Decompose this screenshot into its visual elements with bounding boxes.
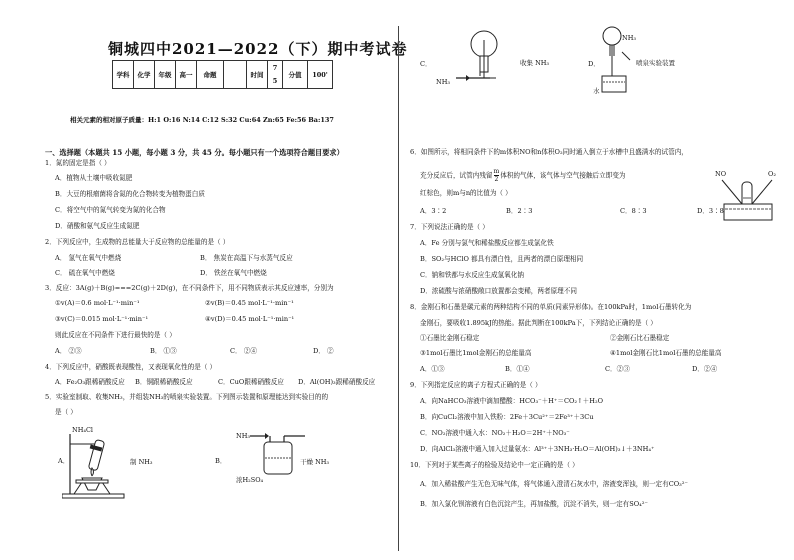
q9-option-d: D．向AlCl₃溶液中通入加入过量氨水：Al³⁺＋3NH₃·H₂O＝Al(OH)₃↓＋3NH₄⁺ — [420, 445, 655, 453]
q5-option-d: D． — [588, 60, 600, 68]
q3-rate-4: ④v(D)＝0.45 mol·L⁻¹·min⁻¹ — [205, 315, 295, 323]
q1-option-d: D．硝酸和氨气反应生成氮肥 — [55, 222, 140, 230]
section-title: 一、选择题（本题共 15 小题，每小题 3 分，共 45 分。每小题只有一个选项符合题目要求） — [45, 148, 344, 157]
score-cell: 学科 — [113, 61, 134, 89]
q3-stem: 3．反应：3A(g)＋B(g)===2C(g)＋2D(g)，在不同条件下，用不同物质表示其反应速率，分别为 — [45, 284, 334, 292]
q3-option-c: C． ②④ — [230, 347, 257, 355]
score-cell: 100' — [308, 61, 333, 89]
q6-o2-label: O₂ — [768, 170, 776, 178]
q6-inverted-tube-figure — [718, 178, 778, 222]
q5-stem-cont: 是（ ） — [55, 408, 77, 416]
q3-rate-1: ①v(A)＝0.6 mol·L⁻¹·min⁻¹ — [55, 299, 140, 307]
q9-option-c: C．NO₂溶液中通入水：NO₂＋H₂O＝2H⁺＋NO₃⁻ — [420, 429, 570, 437]
q9-option-a: A．向NaHCO₃溶液中滴加醋酸：HCO₃⁻＋H⁺＝CO₂↑＋H₂O — [420, 397, 603, 405]
column-divider — [398, 26, 399, 551]
q5-option-a: A． — [58, 457, 70, 465]
q6-stem-2a: 充分反应后，试管内残留 — [420, 171, 493, 180]
time-value-b: 5 — [272, 76, 278, 85]
q3-option-a: A． ②③ — [55, 347, 82, 355]
q5a-caption: 制 NH₃ — [130, 458, 153, 466]
right-column — [400, 0, 794, 560]
q10-option-b: B．加入氯化钡溶液有白色沉淀产生，再加盐酸，沉淀不消失，则一定有SO₄²⁻ — [420, 500, 648, 508]
q2-option-b: B． 焦炭在高温下与水蒸气反应 — [200, 254, 293, 262]
q8-option-a: A．①③ — [420, 365, 445, 373]
q8-option-d: D．②④ — [692, 365, 718, 373]
q10-stem: 10．下列对于某些离子的检验及结论中一定正确的是（ ） — [410, 461, 579, 469]
q6-option-d: D．3∶8 — [697, 207, 724, 215]
q1-stem: 1．氮的固定是指（ ） — [45, 159, 111, 167]
q5b-caption: 干燥 NH₃ — [300, 458, 330, 466]
q4-stem: 4．下列反应中，硝酸既表现酸性，又表现氧化性的是（ ） — [45, 363, 217, 371]
q4-option-b: B．铜跟稀硝酸反应 — [135, 378, 193, 386]
q5a-heating-apparatus — [62, 432, 132, 500]
q5c-caption: 收集 NH₃ — [520, 59, 550, 67]
q7-stem: 7．下列说法正确的是（ ） — [410, 223, 489, 231]
q5d-water-label: 水 — [593, 87, 600, 95]
q1-option-c: C．将空气中的氮气转变为氮的化合物 — [55, 206, 166, 214]
q3-rate-2: ②v(B)＝0.45 mol·L⁻¹·min⁻¹ — [205, 299, 294, 307]
q4-option-d: D．Al(OH)₃跟稀硝酸反应 — [298, 378, 376, 386]
score-cell: 分值 — [283, 61, 308, 89]
score-cell: 命题 — [197, 61, 224, 89]
q7-option-b: B．SO₂与HClO 都具有漂白性，且两者的漂白原理相同 — [420, 255, 584, 263]
q1-option-b: B．大豆的根瘤菌将含氮的化合物转变为植物蛋白质 — [55, 190, 205, 198]
q3-sub-question: 则此反应在不同条件下进行最快的是（ ） — [55, 331, 176, 339]
q8-statement-3: ③1mol石墨比1mol金刚石的总能量高 — [420, 349, 532, 357]
q8-statement-4: ④1mol金刚石比1mol石墨的总能量高 — [610, 349, 722, 357]
score-cell: 化学 — [134, 61, 155, 89]
q8-option-b: B．①④ — [505, 365, 530, 373]
score-cell: 年级 — [155, 61, 176, 89]
q7-option-d: D．浓硫酸与浓硝酸敞口放置都会变稀，两者原理不同 — [420, 287, 577, 295]
q6-stem-2 — [420, 168, 626, 183]
exam-title: 铜城四中2021—2022（下）期中考试卷 — [108, 40, 408, 58]
score-cell — [224, 61, 247, 89]
q5-option-c: C． — [420, 60, 432, 68]
q6-option-c: C．8∶3 — [620, 207, 647, 215]
q7-option-c: C．钠和铁都与水反应生成氢氧化钠 — [420, 271, 524, 279]
score-cell: 时间 — [247, 61, 268, 89]
q8-statement-1: ①石墨比金刚石稳定 — [420, 334, 480, 342]
score-cell: 高一 — [176, 61, 197, 89]
q1-option-a: A．植物从土壤中吸收氮肥 — [55, 174, 133, 182]
time-value-a: 7 — [272, 63, 278, 72]
q2-option-c: C． 硫在氧气中燃烧 — [55, 269, 115, 277]
atomic-mass-constants: 相关元素的相对原子质量：H:1 O:16 N:14 C:12 S:32 Cu:64 Zn:65 Fe:56 Ba:137 — [70, 116, 334, 124]
q5c-gas-label: NH₃ — [436, 78, 450, 86]
q8-option-c: C．②③ — [605, 365, 630, 373]
q5a-reagent-label: NH₄Cl — [72, 426, 94, 434]
q5d-caption: 喷泉实验装置 — [636, 59, 675, 67]
q5b-reagent-label: 浓H₂SO₄ — [236, 476, 264, 484]
q2-option-d: D． 铁丝在氧气中燃烧 — [200, 269, 267, 277]
q10-option-a: A．加入稀盐酸产生无色无味气体，将气体通入澄清石灰水中，溶液变浑浊，则一定有CO₃²⁻ — [420, 480, 688, 488]
q8-statement-2: ②金刚石比石墨稳定 — [610, 334, 670, 342]
q6-stem-1: 6．如图所示，将相同条件下的m体积NO和n体积O₂同时通入倒立于水槽中且盛满水的试管内， — [410, 148, 688, 156]
q3-option-d: D． ② — [313, 347, 334, 355]
q5c-collection-flask — [456, 30, 508, 86]
q5-option-b: B． — [215, 457, 227, 465]
score-cell-time — [268, 61, 283, 89]
q5d-gas-label: NH₃ — [622, 34, 636, 42]
q4-option-c: C．CuO跟稀硝酸反应 — [218, 378, 284, 386]
q8-stem-1: 8．金刚石和石墨是碳元素的两种结构不同的单质(同素异形体)。在100kPa时，1mol石墨转化为 — [410, 303, 692, 311]
q8-stem-2: 金刚石，要吸收1.895kJ的热能。据此判断在100kPa下，下列结论正确的是（ ） — [420, 319, 657, 327]
q2-stem: 2．下列反应中，生成物的总能量大于反应物的总能量的是（ ） — [45, 238, 230, 246]
q6-fraction-den: 2 — [494, 176, 499, 183]
q2-option-a: A． 氢气在氧气中燃烧 — [55, 254, 122, 262]
q6-fraction-num: m — [493, 168, 500, 175]
q7-option-a: A．Fe 分别与氯气和稀盐酸反应都生成氯化铁 — [420, 239, 554, 247]
score-table — [112, 60, 333, 89]
q6-fraction — [494, 168, 500, 183]
q6-stem-3: 红棕色，则m与n的比值为（ ） — [420, 189, 512, 197]
q5-stem: 5．实验室制取、收集NH₃，并组装NH₃的喷泉实验装置。下列图示装置和原理能达到实验目的的 — [45, 393, 329, 401]
q6-stem-2b: 体积的气体，该气体与空气接触后立即变为 — [500, 171, 626, 180]
q5b-gas-label: NH₃ — [236, 432, 250, 440]
q4-option-a: A．Fe₂O₃跟稀硝酸反应 — [55, 378, 125, 386]
q6-option-a: A．3∶2 — [420, 207, 447, 215]
q3-rate-3: ③v(C)＝0.015 mol·L⁻¹·min⁻¹ — [55, 315, 149, 323]
q3-option-b: B． ①③ — [150, 347, 177, 355]
q9-stem: 9．下列指定反应的离子方程式正确的是（ ） — [410, 381, 542, 389]
q6-option-b: B．2∶3 — [506, 207, 533, 215]
q6-no-label: NO — [715, 170, 727, 178]
q5b-gas-washing-bottle — [250, 428, 310, 478]
score-table-row — [113, 61, 333, 89]
q9-option-b: B．向CuCl₂溶液中加入铁粉：2Fe＋3Cu²⁺＝2Fe³⁺＋3Cu — [420, 413, 594, 421]
